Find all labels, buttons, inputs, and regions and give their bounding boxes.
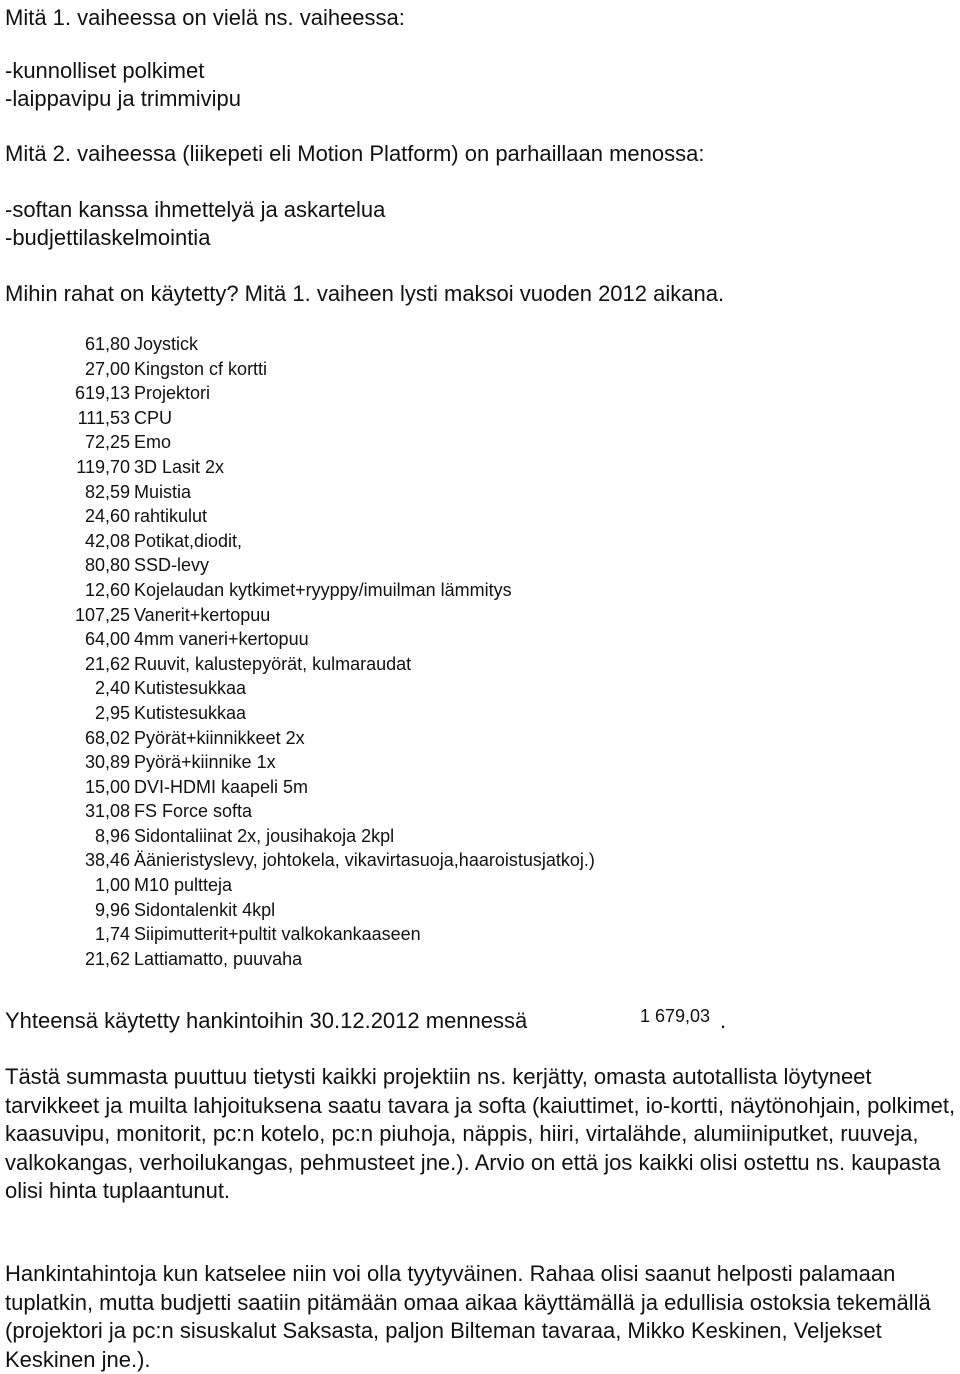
expense-amount: 1,00 [94,875,130,896]
intro-heading-phase2: Mitä 2. vaiheessa (liikepeti eli Motion Platform) on parhaillaan menossa: [5,141,705,166]
expense-amount: 2,40 [94,678,130,699]
expense-description: Joystick [134,334,199,354]
expense-amount: 80,80 [84,555,130,576]
expense-description: Pyörä+kiinnike 1x [134,752,276,773]
expense-amount: 21,62 [84,948,130,969]
expense-description: Äänieristyslevy, johtokela, vikavirtasuoja,haaroistusjatkoj.) [134,850,595,871]
paragraph-donations: Tästä summasta puuttuu tietysti kaikki projektiin ns. kerjätty, omasta autotallista löytyneet tarvikkeet ja muilta lahjoituksena saatu tavara ja softa (kaiuttimet, io-kortti, näytönohjain, polkimet, kaasuvipu, monitorit, pc:n kotelo, pc:n piuhoja, näppis, hiiri, virtalähde, alumiiniputket, ruuveja, valkokangas, verhoilukangas, pehmusteet jne.). Arvio on että jos kaikki olisi ostettu ns. kaupasta olisi hinta tuplaantunut. [5,1064,956,1204]
expense-amount: 24,60 [84,506,130,527]
expense-description: Pyörät+kiinnikkeet 2x [134,727,305,748]
expense-amount: 9,96 [94,899,130,920]
expense-amount: 12,60 [84,579,130,600]
expense-description: Projektori [134,383,211,404]
expense-description: Kutistesukkaa [134,702,247,723]
expense-amount: 1,74 [94,924,130,945]
expense-description: Sidontalenkit 4kpl [134,899,276,920]
paragraph-summary: Hankintahintoja kun katselee niin voi olla tyytyväinen. Rahaa olisi saanut helposti palamaan tuplatkin, mutta budjetti saatiin pitämään omaa aikaa käyttämällä ja edullisia ostoksia tekemällä (projektori ja pc:n sisuskalut Saksasta, paljon Bilteman tavaraa, Mikko Keskinen, Veljekset Keskinen jne.). [5,1261,931,1372]
expense-description: M10 pultteja [134,875,233,896]
expense-amount: 38,46 [84,850,130,871]
expense-amount: 68,02 [84,727,130,748]
expense-amount: 119,70 [76,456,130,477]
expense-amount: 21,62 [84,653,130,674]
expense-description: Lattiamatto, puuvaha [134,948,303,969]
expense-description: Potikat,diodit, [134,530,243,551]
expense-amount: 27,00 [84,358,130,379]
expense-amount: 30,89 [84,752,130,773]
expense-description: FS Force softa [134,801,253,822]
intro-question: Mihin rahat on käytetty? Mitä 1. vaiheen lysti maksoi vuoden 2012 aikana. [5,281,725,306]
expense-description: SSD-levy [134,555,210,576]
expense-amount: 61,80 [84,334,130,354]
expense-description: DVI-HDMI kaapeli 5m [134,776,309,797]
expense-description: Emo [134,432,172,453]
expense-description: 3D Lasit 2x [134,456,225,477]
expense-amount: 8,96 [94,825,130,846]
expense-description: 4mm vaneri+kertopuu [134,629,309,650]
expense-description: Kojelaudan kytkimet+ryyppy/imuilman lämmitys [134,579,512,600]
expense-description: Siipimutterit+pultit valkokankaaseen [134,924,421,945]
intro-item-pedals: -kunnolliset polkimet [5,58,205,83]
total-suffix: . [720,1008,727,1033]
expense-amount: 64,00 [84,629,130,650]
intro-item-software: -softan kanssa ihmettelyä ja askartelua [5,197,386,222]
expense-amount: 31,08 [84,801,130,822]
expense-description: Kingston cf kortti [134,358,268,379]
total-label: Yhteensä käytetty hankintoihin 30.12.2012 mennessä [5,1008,528,1033]
expense-description: Vanerit+kertopuu [134,604,271,625]
intro-item-budget: -budjettilaskelmointia [5,225,211,250]
total-amount: 1 679,03 [640,1006,711,1026]
expense-amount: 107,25 [74,604,130,625]
expense-amount: 82,59 [84,481,130,502]
expense-amount: 619,13 [74,383,130,404]
intro-item-levers: -laippavipu ja trimmivipu [5,86,241,111]
expense-description: Ruuvit, kalustepyörät, kulmaraudat [134,653,412,674]
expense-amount: 2,95 [94,702,130,723]
expense-description: rahtikulut [134,506,208,527]
expense-description: CPU [134,407,173,428]
intro-heading-phase1: Mitä 1. vaiheessa on vielä ns. vaiheessa: [5,5,405,30]
expense-amount: 42,08 [84,530,130,551]
expense-description: Muistia [134,481,192,502]
expense-description: Sidontaliinat 2x, jousihakoja 2kpl [134,825,395,846]
expense-amount: 72,25 [84,432,130,453]
expense-description: Kutistesukkaa [134,678,247,699]
expense-amount: 111,53 [77,407,130,428]
expense-amount: 15,00 [84,776,130,797]
